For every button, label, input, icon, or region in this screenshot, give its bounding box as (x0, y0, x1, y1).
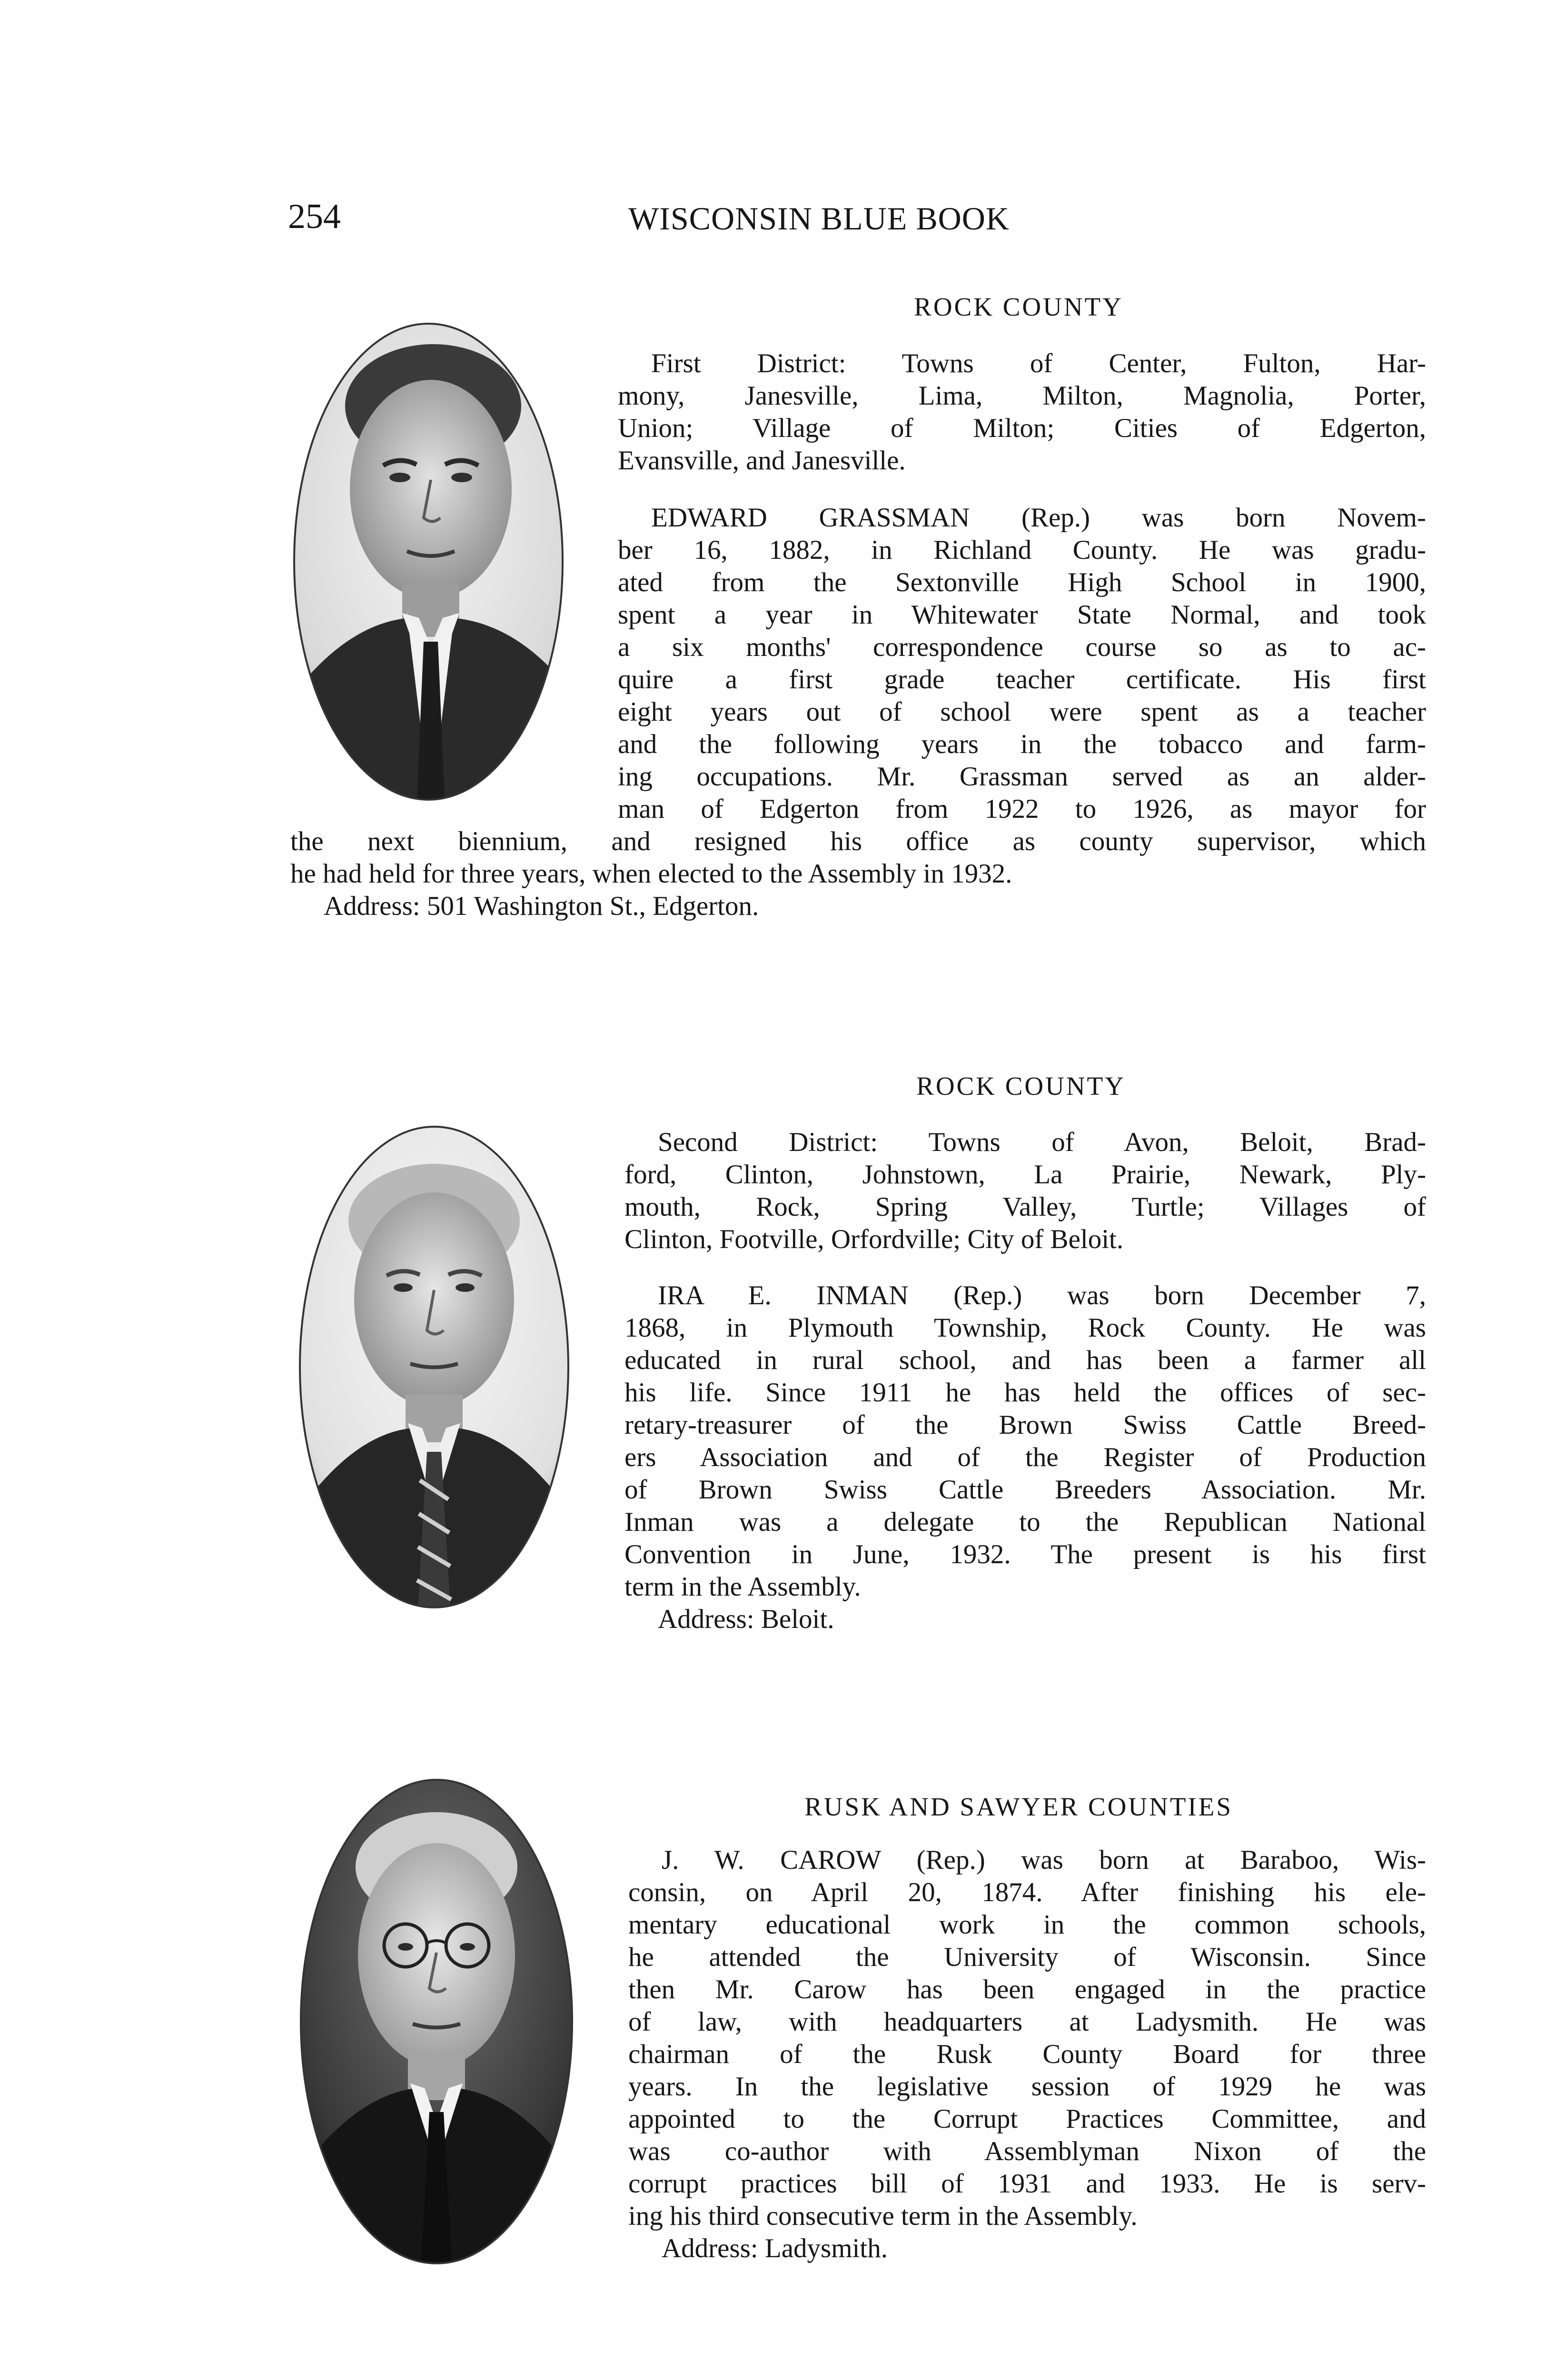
text-line: years. In the legislative session of 1929 he was (628, 2072, 1426, 2102)
address: Address: Beloit. (658, 1604, 834, 1634)
text-line: educated in rural school, and has been a farmer all (624, 1345, 1426, 1375)
biography (624, 1279, 1426, 1636)
text-line: retary-treasurer of the Brown Swiss Cattle Breed- (624, 1410, 1426, 1440)
text-line: ated from the Sextonville High School in 1900, (618, 567, 1426, 597)
county-heading: ROCK COUNTY (916, 1071, 1126, 1101)
text-line: 1868, in Plymouth Township, Rock County. He was (624, 1313, 1426, 1343)
text-line: mony, Janesville, Lima, Milton, Magnolia, Porter, (618, 381, 1426, 411)
text-line: mouth, Rock, Spring Valley, Turtle; Villages of (624, 1192, 1426, 1222)
text-line: Clinton, Footville, Orfordville; City of Beloit. (624, 1224, 1124, 1254)
text-line: First District: Towns of Center, Fulton, Har- (651, 348, 1426, 378)
text-line: Second District: Towns of Avon, Beloit, Brad- (658, 1127, 1426, 1157)
page-number: 254 (288, 197, 341, 236)
text-line: of law, with headquarters at Ladysmith. He was (628, 2007, 1426, 2037)
text-line: and the following years in the tobacco and farm- (618, 729, 1426, 759)
text-line: quire a first grade teacher certificate. His first (618, 664, 1426, 694)
text-line: appointed to the Corrupt Practices Committee, and (628, 2104, 1426, 2134)
text-line: ers Association and of the Register of Production (624, 1442, 1426, 1472)
biography-continued (290, 825, 1426, 922)
portrait-edward-grassman (281, 313, 576, 811)
text-line: consin, on April 20, 1874. After finishing his ele- (628, 1877, 1426, 1907)
text-line: mentary educational work in the common schools, (628, 1910, 1426, 1940)
text-line: term in the Assembly. (624, 1572, 861, 1602)
text-line: ber 16, 1882, in Richland County. He was gradu- (618, 535, 1426, 565)
portrait-j-w-carow (291, 1772, 582, 2271)
district-description (624, 1126, 1426, 1256)
biography (628, 1844, 1426, 2265)
biography (618, 502, 1426, 825)
text-line: Inman was a delegate to the Republican National (624, 1507, 1426, 1537)
text-line: J. W. CAROW (Rep.) was born at Baraboo, Wis- (662, 1845, 1426, 1875)
address: Address: 501 Washington St., Edgerton. (324, 891, 759, 921)
text-line: the next biennium, and resigned his office as county supervisor, which (290, 826, 1426, 856)
county-heading: RUSK AND SAWYER COUNTIES (804, 1792, 1233, 1821)
text-line: ing his third consecutive term in the Assembly. (628, 2201, 1138, 2231)
county-heading: ROCK COUNTY (914, 292, 1123, 321)
portrait-ira-inman (291, 1119, 577, 1616)
text-line: Evansville, and Janesville. (618, 446, 906, 476)
text-line: a six months' correspondence course so as to ac- (618, 632, 1426, 662)
text-line: of Brown Swiss Cattle Breeders Association. Mr. (624, 1475, 1426, 1505)
text-line: ing occupations. Mr. Grassman served as an alder- (618, 762, 1426, 792)
text-line: man of Edgerton from 1922 to 1926, as mayor for (618, 794, 1426, 824)
text-line: his life. Since 1911 he has held the offices of sec- (624, 1378, 1426, 1408)
text-line: spent a year in Whitewater State Normal, and took (618, 600, 1426, 630)
text-line: corrupt practices bill of 1931 and 1933. He is serv- (628, 2169, 1426, 2199)
address: Address: Ladysmith. (662, 2233, 888, 2263)
text-line: eight years out of school were spent as a teacher (618, 697, 1426, 727)
text-line: ford, Clinton, Johnstown, La Prairie, Newark, Ply- (624, 1160, 1426, 1190)
text-line: Union; Village of Milton; Cities of Edgerton, (618, 413, 1426, 443)
district-description (618, 347, 1426, 477)
text-line: he attended the University of Wisconsin. Since (628, 1942, 1426, 1972)
text-line: chairman of the Rusk County Board for three (628, 2039, 1426, 2069)
text-line: he had held for three years, when elected to the Assembly in 1932. (290, 859, 1012, 889)
text-line: EDWARD GRASSMAN (Rep.) was born Novem- (651, 503, 1426, 533)
text-line: Convention in June, 1932. The present is his first (624, 1539, 1426, 1569)
book-title: WISCONSIN BLUE BOOK (628, 200, 1010, 237)
text-line: was co-author with Assemblyman Nixon of the (628, 2136, 1426, 2166)
text-line: IRA E. INMAN (Rep.) was born December 7, (658, 1280, 1426, 1310)
text-line: then Mr. Carow has been engaged in the practice (628, 1974, 1426, 2004)
